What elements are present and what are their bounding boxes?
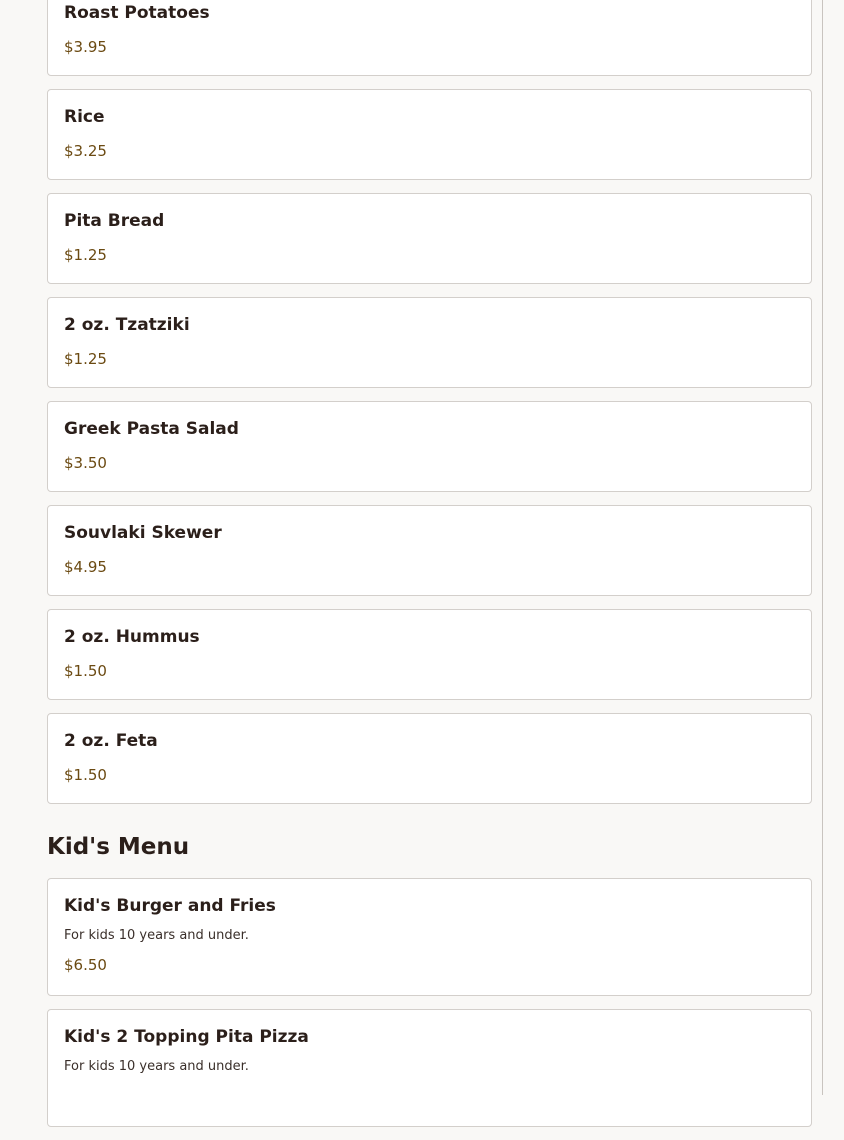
- menu-item-description: For kids 10 years and under.: [64, 1059, 249, 1074]
- menu-item-price: $6.50: [64, 956, 107, 974]
- menu-item-name: 2 oz. Feta: [64, 731, 158, 751]
- menu-item-price: $1.25: [64, 350, 107, 368]
- menu-item-name: Greek Pasta Salad: [64, 419, 239, 439]
- menu-item-name: Kid's Burger and Fries: [64, 896, 276, 916]
- menu-item-card[interactable]: [47, 609, 812, 700]
- menu-item-card[interactable]: [47, 0, 812, 76]
- section-heading-kids-menu: Kid's Menu: [47, 834, 190, 860]
- menu-item-price: $3.50: [64, 454, 107, 472]
- menu-item-price: $1.50: [64, 662, 107, 680]
- menu-item-price: $3.25: [64, 142, 107, 160]
- menu-item-price: $4.95: [64, 558, 107, 576]
- menu-item-name: Rice: [64, 107, 105, 127]
- menu-item-price: $1.25: [64, 246, 107, 264]
- menu-item-price: $3.95: [64, 38, 107, 56]
- menu-item-price: $1.50: [64, 766, 107, 784]
- menu-item-name: Pita Bread: [64, 211, 165, 231]
- menu-item-name: Souvlaki Skewer: [64, 523, 222, 543]
- menu-item-name: 2 oz. Hummus: [64, 627, 200, 647]
- menu-content: [47, 0, 812, 1140]
- menu-item-card[interactable]: [47, 505, 812, 596]
- menu-item-name: 2 oz. Tzatziki: [64, 315, 190, 335]
- menu-item-card[interactable]: [47, 713, 812, 804]
- menu-item-name: Roast Potatoes: [64, 3, 210, 23]
- menu-item-card[interactable]: [47, 297, 812, 388]
- menu-item-description: For kids 10 years and under.: [64, 928, 249, 943]
- menu-item-card[interactable]: [47, 1009, 812, 1127]
- menu-item-card[interactable]: [47, 193, 812, 284]
- page-right-border: [822, 0, 823, 1095]
- menu-item-card[interactable]: [47, 878, 812, 996]
- menu-item-card[interactable]: [47, 89, 812, 180]
- menu-item-card[interactable]: [47, 401, 812, 492]
- menu-item-name: Kid's 2 Topping Pita Pizza: [64, 1027, 309, 1047]
